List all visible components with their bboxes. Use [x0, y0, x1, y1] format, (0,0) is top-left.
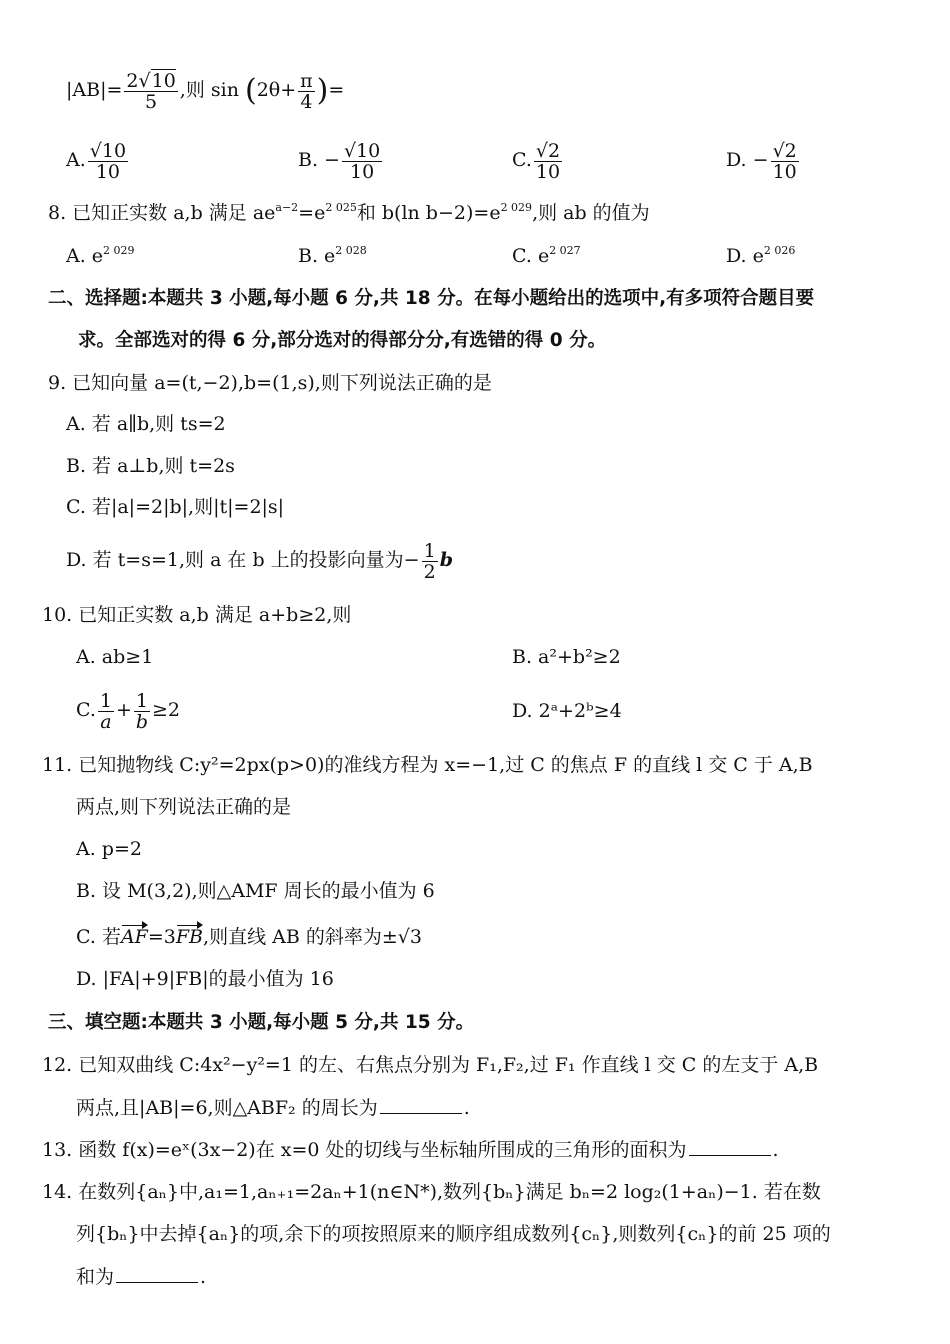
- q14-answer-blank[interactable]: [116, 1264, 198, 1283]
- q8-option-a[interactable]: A. $e^{2 029}$: [66, 244, 135, 267]
- q7-mid: ,则 sin: [179, 79, 239, 101]
- q13-stem: 13. 函数 f(x)=eˣ(3x−2)在 x=0 处的切线与坐标轴所围成的三角形的面积为 .: [42, 1139, 779, 1161]
- q9-option-a[interactable]: A. 若 a∥b,则 ts=2: [66, 413, 226, 435]
- q14-stem-line3: 和为 .: [76, 1266, 207, 1288]
- q7-ab-fraction: $\frac{2√10}{5}$: [126, 69, 176, 113]
- section2-heading-line2: 求。全部选对的得 6 分,部分选对的得部分分,有选错的得 0 分。: [78, 330, 607, 351]
- q10-option-c[interactable]: C. $\frac{1}{a}$ + $\frac{1}{b}$ ≥2: [76, 689, 181, 733]
- q8-option-b[interactable]: B. $e^{2 028}$: [298, 244, 367, 267]
- q7-option-d[interactable]: D. − $\frac{√2}{10}$: [726, 139, 797, 183]
- q11-option-c[interactable]: C. 若AF=3FB,则直线 AB 的斜率为±√3: [76, 926, 422, 948]
- q11-option-a[interactable]: A. p=2: [76, 838, 142, 860]
- q7-option-c[interactable]: C. $\frac{√2}{10}$: [512, 139, 561, 183]
- q9-option-c[interactable]: C. 若|a|=2|b|,则|t|=2|s|: [66, 496, 285, 518]
- q10-option-b[interactable]: B. a²+b²≥2: [512, 646, 621, 668]
- q11-stem-line1: 11. 已知抛物线 C:y²=2px(p>0)的准线方程为 x=−1,过 C 的焦点 F 的直线 l 交 C 于 A,B: [42, 754, 813, 776]
- q10-stem: 10. 已知正实数 a,b 满足 a+b≥2,则: [42, 604, 352, 626]
- q9-stem: 9. 已知向量 a=(t,−2),b=(1,s),则下列说法正确的是: [48, 372, 492, 394]
- q9-option-d[interactable]: D. 若 t=s=1,则 a 在 b 上的投影向量为− $\frac{1}{2}$ b: [66, 539, 453, 583]
- q7-option-b[interactable]: B. − $\frac{√10}{10}$: [298, 139, 381, 183]
- q7-option-a[interactable]: A. $\frac{√10}{10}$: [66, 139, 127, 183]
- q12-stem-line2: 两点,且|AB|=6,则△ABF₂ 的周长为 .: [76, 1097, 470, 1119]
- q7-lhs: |AB|=: [66, 79, 123, 101]
- q7-condition-line: |AB|= $\frac{2√10}{5}$ ,则 sin (2θ+ $\frac{\pi}{4}$ )=: [66, 69, 345, 113]
- q9-option-b[interactable]: B. 若 a⊥b,则 t=2s: [66, 455, 235, 477]
- q8-option-c[interactable]: C. $e^{2 027}$: [512, 244, 581, 267]
- q14-stem-line2: 列{bₙ}中去掉{aₙ}的项,余下的项按照原来的顺序组成数列{cₙ},则数列{cₙ}的前 25 项的: [76, 1223, 831, 1245]
- q11-option-d[interactable]: D. |FA|+9|FB|的最小值为 16: [76, 968, 334, 990]
- q10-option-d[interactable]: D. 2ᵃ+2ᵇ≥4: [512, 700, 622, 722]
- q8-option-d[interactable]: D. $e^{2 026}$: [726, 244, 796, 267]
- section3-heading: 三、填空题:本题共 3 小题,每小题 5 分,共 15 分。: [48, 1012, 475, 1033]
- q14-stem-line1: 14. 在数列{aₙ}中,a₁=1,aₙ₊₁=2aₙ+1(n∈N*),数列{bₙ}满足 bₙ=2 log₂(1+aₙ)−1. 若在数: [42, 1181, 821, 1203]
- q11-stem-line2: 两点,则下列说法正确的是: [76, 796, 292, 818]
- section2-heading-line1: 二、选择题:本题共 3 小题,每小题 6 分,共 18 分。在每小题给出的选项中,有多项符合题目要: [48, 288, 815, 309]
- q12-answer-blank[interactable]: [380, 1095, 462, 1114]
- q10-option-a[interactable]: A. ab≥1: [76, 646, 154, 668]
- q11-option-b[interactable]: B. 设 M(3,2),则△AMF 周长的最小值为 6: [76, 880, 435, 902]
- q12-stem-line1: 12. 已知双曲线 C:4x²−y²=1 的左、右焦点分别为 F₁,F₂,过 F₁ 作直线 l 交 C 的左支于 A,B: [42, 1054, 819, 1076]
- q8-stem: 8. 已知正实数 a,b 满足 $ae^{a-2}=e^{2 025}$和 b(ln $b-2)=e^{2 029}$,则 ab 的值为: [48, 201, 650, 224]
- q13-answer-blank[interactable]: [689, 1137, 771, 1156]
